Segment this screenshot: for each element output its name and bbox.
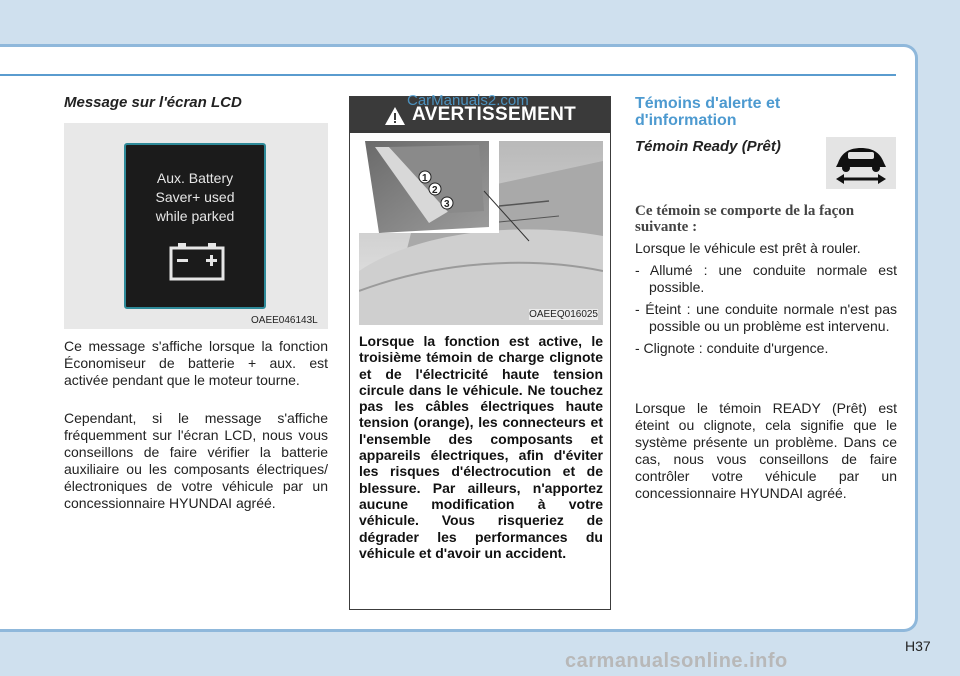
- image-code: OAEE046143L: [251, 315, 318, 326]
- watermark: CarManuals2.com: [407, 92, 529, 109]
- header-rule: [0, 74, 896, 76]
- car-hood-image: [359, 141, 603, 325]
- paragraph: Cependant, si le message s'affiche fréquemment sur l'écran LCD, nous vous conseillons de faire vérifier la batterie auxiliaire ou les composants électriques/électroniques de votre véhicule par un concessionnaire HYUNDAI agréé.: [64, 410, 328, 511]
- image-code: OAEEQ016025: [529, 309, 598, 320]
- warning-box: [349, 96, 611, 610]
- list-item: - Allumé : une conduite normale est possible.: [635, 262, 897, 295]
- warning-text: Lorsque la fonction est active, le troisième témoin de charge clignote et de l'électricité haute tension circule dans le véhicule. Ne touchez pas les câbles électriques haute tension (orange), les connecteurs et l'ensemble des composants et appareils électriques, afin d'éviter les risques d'électrocution et de blessure. Par ailleurs, n'apportez aucune modification à votre véhicule. Vous risqueriez de dégrader les performances du véhicule et d'avoir un accident.: [359, 333, 603, 561]
- paragraph: Lorsque le témoin READY (Prêt) est éteint ou clignote, cela signifie que le système présente un problème. Dans ce cas, nous vous conseillons de faire contrôler votre véhicule par un concessionnaire HYUNDAI agréé.: [635, 400, 897, 501]
- ready-car-icon: [826, 137, 896, 189]
- subsection-title-ready: Témoin Ready (Prêt): [635, 138, 781, 155]
- status-list: [635, 262, 897, 362]
- paragraph: Lorsque le véhicule est prêt à rouler.: [635, 240, 861, 256]
- battery-icon: [169, 243, 225, 281]
- list-item: - Éteint : une conduite normale n'est pas possible ou un problème est intervenu.: [635, 301, 897, 334]
- lcd-line: Saver+ used: [155, 189, 235, 205]
- callout-label: 1: [422, 173, 428, 184]
- section-title-indicators: Témoins d'alerte et d'information: [635, 95, 781, 129]
- ready-indicator-illustration: [826, 137, 896, 189]
- warning-title: AVERTISSEMENT: [411, 104, 576, 125]
- lcd-line: while parked: [155, 208, 235, 224]
- callout-label: 2: [432, 185, 438, 196]
- paragraph: Ce message s'affiche lorsque la fonction Économiseur de batterie + aux. est activée pendant que le moteur tourne.: [64, 338, 328, 388]
- lcd-message: [126, 169, 264, 226]
- lcd-line: Aux. Battery: [156, 170, 234, 186]
- behavior-heading: Ce témoin se comporte de la façon suivante :: [635, 203, 855, 235]
- left-column: [64, 94, 328, 111]
- footer-watermark: carmanualsonline.info: [565, 650, 788, 672]
- page-number: H37: [905, 638, 931, 654]
- list-item: - Clignote : conduite d'urgence.: [635, 340, 829, 356]
- warning-triangle-icon: [384, 106, 406, 126]
- section-title-lcd: Message sur l'écran LCD: [64, 94, 242, 111]
- callout-label: 3: [444, 199, 450, 210]
- car-illustration: [359, 141, 603, 325]
- lcd-illustration: [64, 123, 328, 329]
- lcd-screen: [124, 143, 266, 309]
